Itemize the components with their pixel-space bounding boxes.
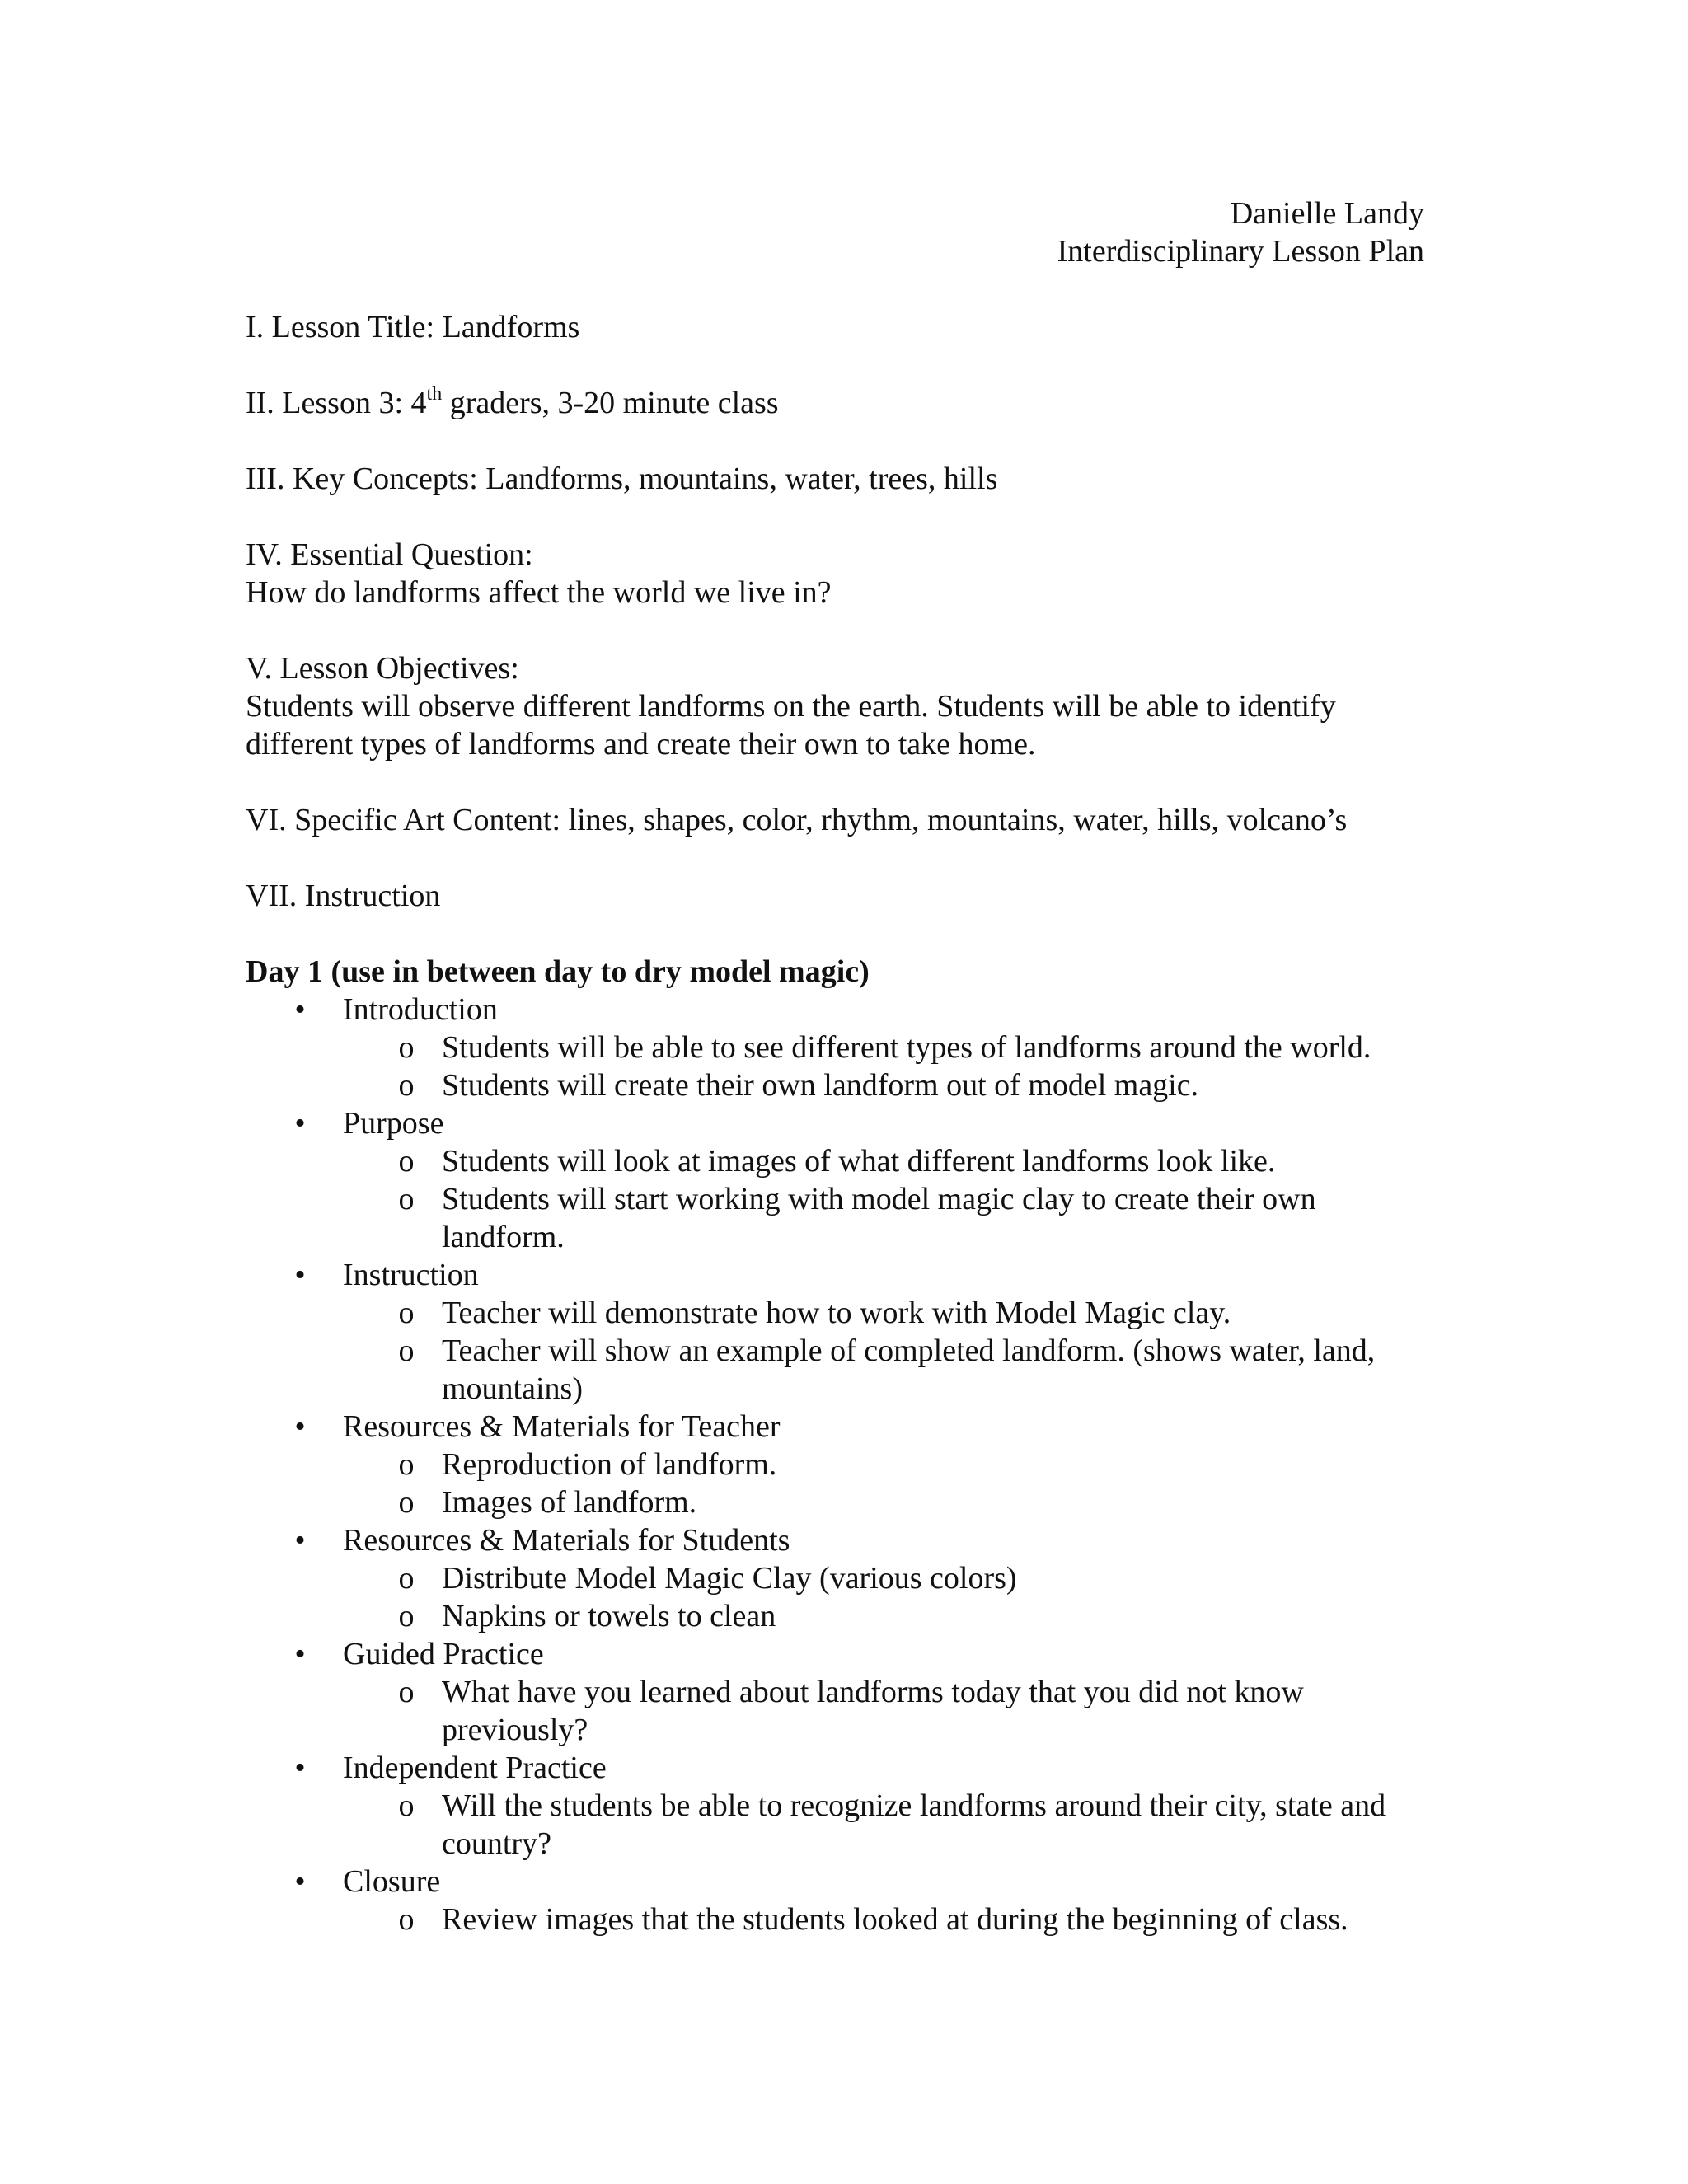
lesson-number (246, 384, 1424, 422)
circle-bullet-icon: o (398, 1333, 415, 1368)
bullet-icon: • (294, 1409, 306, 1444)
outline-item-label: Guided Practice (343, 1637, 544, 1671)
sub-item-text: Reproduction of landform. (442, 1447, 777, 1482)
sub-list (343, 1673, 1424, 1749)
sub-item-text: Review images that the students looked at during the beginning of class. (442, 1902, 1348, 1937)
sub-item (343, 1029, 1424, 1066)
sub-list (343, 1787, 1424, 1863)
bullet-icon: • (294, 1864, 306, 1899)
art-content: VI. Specific Art Content: lines, shapes, color, rhythm, mountains, water, hills, volcano’s (246, 803, 1348, 837)
sub-list (343, 1446, 1424, 1521)
lesson-title: I. Lesson Title: Landforms (246, 310, 580, 344)
key-concepts: III. Key Concepts: Landforms, mountains, water, trees, hills (246, 462, 998, 496)
sub-item-text: Images of landform. (442, 1485, 697, 1520)
day-1-outline (246, 991, 1424, 1938)
circle-bullet-icon: o (398, 1447, 415, 1482)
sub-item (343, 1559, 1424, 1597)
circle-bullet-icon: o (398, 1182, 415, 1216)
sub-item-text: Will the students be able to recognize landforms around their city, state and country? (442, 1788, 1386, 1861)
outline-item-closure (246, 1863, 1424, 1938)
outline-item-label: Resources & Materials for Students (343, 1523, 790, 1558)
circle-bullet-icon: o (398, 1599, 415, 1633)
circle-bullet-icon: o (398, 1902, 415, 1937)
sub-item (343, 1332, 1424, 1408)
outline-item-independent-practice (246, 1749, 1424, 1863)
circle-bullet-icon: o (398, 1788, 415, 1823)
circle-bullet-icon: o (398, 1030, 415, 1065)
sub-item-text: What have you learned about landforms today that you did not know previously? (442, 1675, 1304, 1747)
sub-item (343, 1483, 1424, 1521)
outline-item-label: Independent Practice (343, 1750, 607, 1785)
sub-list (343, 1294, 1424, 1408)
bullet-icon: • (294, 1258, 306, 1292)
sub-item (343, 1787, 1424, 1863)
circle-bullet-icon: o (398, 1561, 415, 1596)
lesson-number-suffix: graders, 3-20 minute class (442, 386, 779, 420)
bullet-icon: • (294, 1523, 306, 1558)
circle-bullet-icon: o (398, 1068, 415, 1103)
outline-item-guided-practice (246, 1635, 1424, 1749)
sub-item (343, 1446, 1424, 1483)
sub-item (343, 1180, 1424, 1256)
sub-item-text: Students will be able to see different types of landforms around the world. (442, 1030, 1372, 1065)
sub-item (343, 1597, 1424, 1635)
sub-item-text: Distribute Model Magic Clay (various colors) (442, 1561, 1017, 1596)
objectives-heading: V. Lesson Objectives: (246, 651, 519, 686)
sub-item (343, 1900, 1424, 1938)
outline-item-student-materials (246, 1521, 1424, 1635)
outline-item-label: Instruction (343, 1258, 479, 1292)
document-header (246, 194, 1424, 270)
bullet-icon: • (294, 1106, 306, 1141)
outline-item-label: Introduction (343, 992, 498, 1027)
document-type: Interdisciplinary Lesson Plan (1057, 234, 1424, 269)
circle-bullet-icon: o (398, 1144, 415, 1179)
author-name: Danielle Landy (1230, 196, 1424, 231)
instruction-heading: VII. Instruction (246, 879, 441, 913)
sub-item-text: Students will look at images of what different landforms look like. (442, 1144, 1276, 1179)
outline-item-instruction (246, 1256, 1424, 1408)
bullet-icon: • (294, 1637, 306, 1671)
bullet-icon: • (294, 1750, 306, 1785)
sub-item (343, 1294, 1424, 1332)
outline-item-label: Purpose (343, 1106, 444, 1141)
sub-item-text: Teacher will show an example of completed landform. (shows water, land, mountains) (442, 1333, 1376, 1406)
outline-item-label: Resources & Materials for Teacher (343, 1409, 781, 1444)
lesson-objectives (246, 649, 1424, 763)
outline-item-teacher-materials (246, 1408, 1424, 1521)
document-body (246, 194, 1424, 1938)
lesson-number-prefix: II. Lesson 3: 4 (246, 386, 427, 420)
sub-item (343, 1066, 1424, 1104)
essential-question-heading: IV. Essential Question: (246, 537, 533, 572)
outline-item-introduction (246, 991, 1424, 1104)
bullet-icon: • (294, 992, 306, 1027)
sub-item-text: Teacher will demonstrate how to work with Model Magic clay. (442, 1296, 1231, 1330)
sub-item-text: Students will create their own landform out of model magic. (442, 1068, 1199, 1103)
essential-question (246, 536, 1424, 612)
sub-list (343, 1900, 1424, 1938)
circle-bullet-icon: o (398, 1485, 415, 1520)
sub-item (343, 1142, 1424, 1180)
sub-item-text: Students will start working with model magic clay to create their own landform. (442, 1182, 1316, 1254)
essential-question-text: How do landforms affect the world we live in? (246, 575, 832, 610)
sub-list (343, 1029, 1424, 1104)
sub-list (343, 1142, 1424, 1256)
outline-item-label: Closure (343, 1864, 441, 1899)
day-1-heading: Day 1 (use in between day to dry model magic) (246, 954, 870, 989)
grade-ordinal-suffix: th (426, 383, 443, 405)
sub-list (343, 1559, 1424, 1635)
objectives-text: Students will observe different landforms on the earth. Students will be able to identify different types of landforms and create their own to take home. (246, 689, 1336, 762)
circle-bullet-icon: o (398, 1296, 415, 1330)
sub-item (343, 1673, 1424, 1749)
outline-item-purpose (246, 1104, 1424, 1256)
circle-bullet-icon: o (398, 1675, 415, 1709)
sub-item-text: Napkins or towels to clean (442, 1599, 776, 1633)
